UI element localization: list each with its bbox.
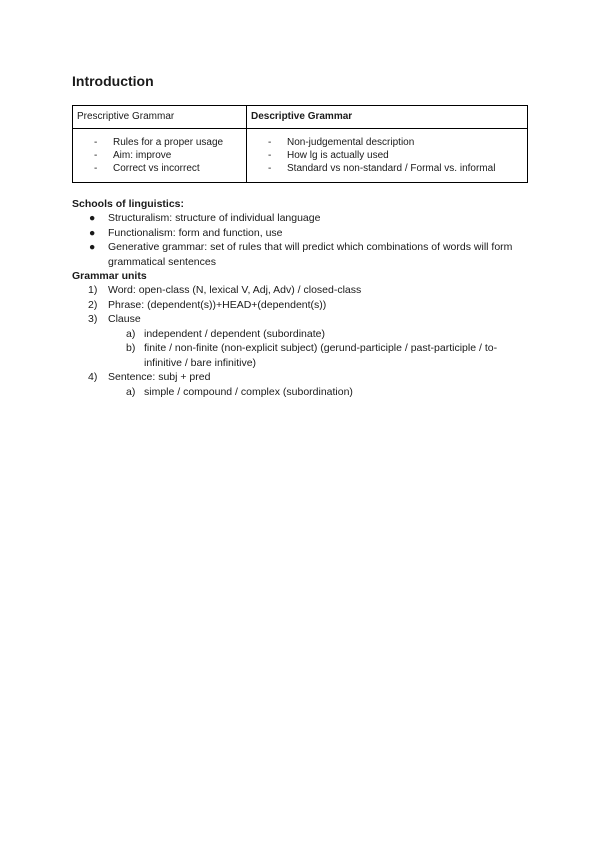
list-item-text: Functionalism: form and function, use: [108, 226, 283, 239]
sentence-sublist: [108, 385, 528, 400]
sub-list-item: [108, 341, 528, 370]
descriptive-list: [251, 132, 523, 179]
list-marker: 4): [88, 371, 98, 383]
list-marker: 2): [88, 298, 98, 311]
list-item: - Non-judgemental description: [251, 136, 523, 149]
list-item-text: Sentence: subj + pred: [108, 371, 211, 383]
list-marker: 3): [88, 313, 98, 325]
grammar-comparison-table: [72, 105, 528, 183]
list-item-text: Clause: [108, 313, 141, 325]
table-body-row: [73, 129, 528, 183]
list-item-text: Word: open-class (N, lexical V, Adj, Adv) / closed-class: [108, 284, 362, 296]
grammar-units-list: [72, 283, 528, 399]
list-item: - Correct vs incorrect: [77, 162, 242, 175]
bullet-icon: ●: [89, 241, 96, 253]
table-header-row: [73, 106, 528, 129]
list-marker: b): [126, 342, 136, 354]
list-item: - Standard vs non-standard / Formal vs. informal: [251, 162, 523, 175]
prescriptive-list: [77, 132, 242, 179]
list-item: [72, 240, 528, 269]
list-item: [72, 370, 528, 399]
sub-list-item: [108, 327, 528, 342]
list-item: [72, 298, 528, 313]
page-title: Introduction: [72, 73, 154, 89]
sub-list-item: [108, 385, 528, 400]
clause-sublist: [108, 327, 528, 371]
schools-list: [72, 211, 528, 269]
list-item-text: independent / dependent (subordinate): [144, 327, 325, 340]
list-marker: a): [126, 385, 136, 398]
list-item-text: Generative grammar: set of rules that will predict which combinations of words will form grammatical sentences: [108, 241, 513, 268]
list-item: [72, 226, 528, 241]
list-item: [72, 312, 528, 370]
descriptive-cell: [247, 129, 528, 183]
grammar-units-heading: Grammar units: [72, 270, 147, 282]
schools-heading: Schools of linguistics:: [72, 198, 185, 210]
bullet-icon: ●: [89, 226, 96, 239]
header-prescriptive: Prescriptive Grammar: [73, 106, 247, 129]
list-item: - Aim: improve: [77, 149, 242, 162]
document-page: [72, 72, 528, 399]
list-item-text: Phrase: (dependent(s))+HEAD+(dependent(s)): [108, 298, 327, 311]
list-item: [72, 211, 528, 226]
list-item: - Rules for a proper usage: [77, 136, 242, 149]
list-item: - How lg is actually used: [251, 149, 523, 162]
list-item-text: Structuralism: structure of individual language: [108, 212, 321, 224]
header-descriptive: Descriptive Grammar: [247, 106, 528, 129]
list-item-text: simple / compound / complex (subordination): [144, 385, 353, 398]
prescriptive-cell: [73, 129, 247, 183]
list-marker: a): [126, 327, 136, 340]
list-item-text: finite / non-finite (non-explicit subject) (gerund-participle / past-participle / to-infinitive / bare infinitive): [144, 342, 498, 369]
bullet-icon: ●: [89, 212, 96, 224]
list-marker: 1): [88, 284, 98, 296]
list-item: [72, 283, 528, 298]
